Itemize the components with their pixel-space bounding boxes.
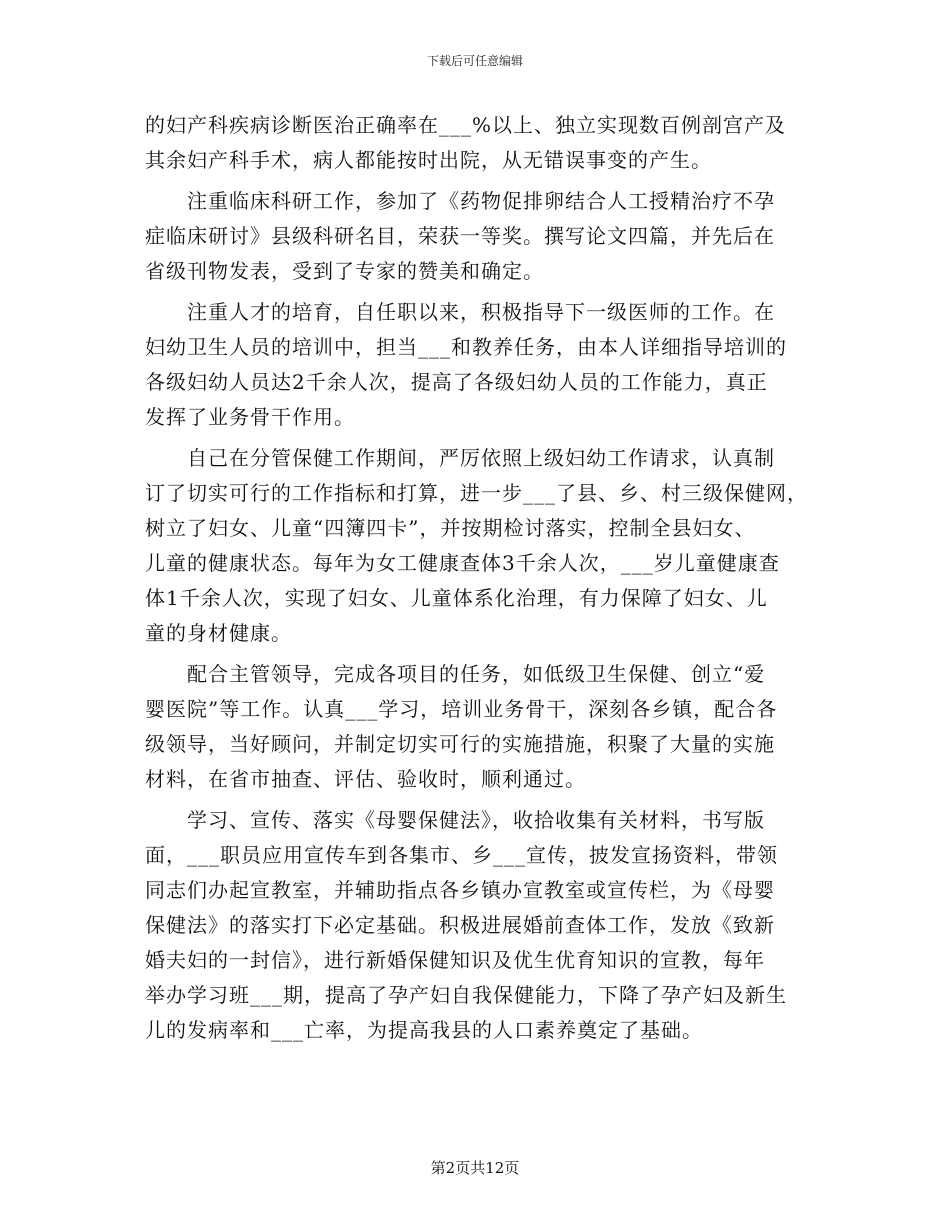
text-line: 级领导，当好顾问，并制定切实可行的实施措施，积聚了大量的实施 [145,732,775,756]
text-line: 注重临床科研工作，参加了《药物促排卵结合人工授精治疗不孕 [145,189,775,213]
text-line: 儿的发病率和___亡率，为提高我县的人口素养奠定了基础。 [145,1018,703,1042]
text-line: 自己在分管保健工作期间，严厉依照上级妇幼工作请求，认真制 [145,446,775,470]
text-line: 材料，在省市抽查、评估、验收时，顺利通过。 [145,767,586,791]
text-line: 保健法》的落实打下必定基础。积极进展婚前查体工作，发放《致新 [145,913,775,937]
text-line: 的妇产科疾病诊断医治正确率在___%以上、独立实现数百例剖宫产及 [145,113,787,137]
text-line: 体1千余人次，实现了妇女、儿童体系化治理，有力保障了妇女、儿 [145,586,768,610]
text-line: 配合主管领导，完成各项目的任务，如低级卫生保健、创立“爱 [145,662,766,686]
text-line: 省级刊物发表，受到了专家的赞美和确定。 [145,259,544,283]
text-line: 妇幼卫生人员的培训中，担当___和教养任务，由本人详细指导培训的 [145,335,787,359]
text-line: 儿童的健康状态。每年为女工健康查体3千余人次，___岁儿童健康查 [145,551,780,575]
text-line: 注重人才的培育，自任职以来，积极指导下一级医师的工作。在 [145,300,775,324]
text-line: 症临床研讨》县级科研名目，荣获一等奖。撰写论文四篇，并先后在 [145,224,775,248]
text-line: 学习、宣传、落实《母婴保健法》，收拾收集有关材料，书写版 [145,808,765,832]
text-line: 订了切实可行的工作指标和打算，进一步___了县、乡、村三级保健网， [145,481,808,505]
text-line: 童的身材健康。 [145,621,292,645]
page-header: 下载后可任意编辑 [426,54,523,68]
text-line: 各级妇幼人员达2千余人次，提高了各级妇幼人员的工作能力，真正 [145,370,768,394]
text-line: 发挥了业务骨干作用。 [145,405,355,429]
text-line: 树立了妇女、儿童“四簿四卡”，并按期检讨落实，控制全县妇女、 [145,516,756,540]
text-line: 婚夫妇的一封信》，进行新婚保健知识及优生优育知识的宣教，每年 [145,948,765,972]
text-line: 举办学习班___期，提高了孕产妇自我保健能力，下降了孕产妇及新生 [145,983,787,1007]
page-footer: 第2页共12页 [430,1159,520,1177]
text-line: 婴医院”等工作。认真___学习，培训业务骨干，深刻各乡镇，配合各 [145,697,778,721]
text-line: 面，___职员应用宣传车到各集市、乡___宣传，披发宣扬资料，带领 [145,843,778,867]
body-text [145,108,825,1048]
text-line: 同志们办起宣教室，并辅助指点各乡镇办宣教室或宣传栏，为《母婴 [145,878,775,902]
text-line: 其余妇产科手术，病人都能按时出院，从无错误事变的产生。 [145,148,712,172]
